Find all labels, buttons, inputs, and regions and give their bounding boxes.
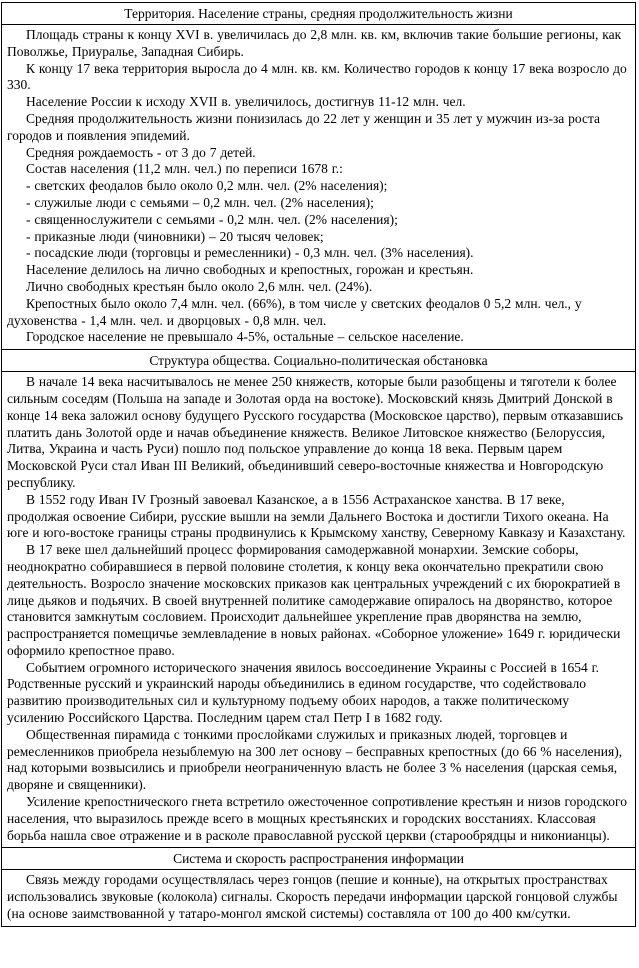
section-body (2, 372, 635, 848)
paragraph: Крепостных было около 7,4 млн. чел. (66%), в том числе у светских феодалов 0 5,2 млн. чел., у духовенства - 1,4 млн. чел. и дворцовых - 0,8 млн. чел. (7, 295, 582, 328)
paragraph: В начале 14 века насчитывалось не менее 250 княжеств, которые были разобщены и тяготели к более сильным соседям (Польша на западе и Золотая орда на востоке). Московский князь Дмитрий Донской в конце 14 века заложил основу будущего Русского государства (Московское царство), первым отказавшись платить дань Золотой орде и начав объединение княжеств. Великое Литовское княжество (Белоруссия, Литва, Украина и часть Руси) пошло под польское управление до конца 18 века. Первым царем Московской Руси стал Иван III Великий, объединивший северо-восточные княжества и Новгородскую республику. (7, 374, 624, 490)
section-title: Структура общества. Социально-политическая обстановка (2, 350, 635, 372)
paragraph: Лично свободных крестьян было около 2,6 млн. чел. (24%). (26, 278, 373, 294)
paragraph: В 1552 году Иван IV Грозный завоевал Казанское, а в 1556 Астраханское ханства. В 17 веке, продолжая освоение Сибири, русские вышли на земли Дальнего Востока и достигли Тихого океана. На юге и юго-востоке границы страны продвинулись к Крымскому ханству, Северному Кавказу и Казахстану. (7, 491, 626, 541)
paragraph: Связь между городами осуществлялась через гонцов (пешие и конные), на открытых пространствах использовались звуковые (колокола) сигналы. Скорость передачи информации царской гонцовой службы (на основе заимствованной у татаро-монгол ямской системы) составляла от 100 до 400 км/сутки. (7, 872, 618, 922)
document-section (2, 350, 635, 848)
paragraph: Средняя рождаемость - от 3 до 7 детей. (26, 144, 256, 160)
paragraph: - священнослужители с семьями - 0,2 млн. чел. (2% населения); (26, 211, 398, 227)
paragraph: Усиление крепостнического гнета встретило ожесточенное сопротивление крестьян и низов городского населения, что выразилось прежде всего в мощных крестьянских и городских восстаниях. Классовая борьба нашла свое отражение и в расколе православной русской церкви (старообрядцы и никонианцы). (7, 794, 627, 843)
paragraph: Население делилось на лично свободных и крепостных, горожан и крестьян. (26, 262, 474, 278)
paragraph: Площадь страны к концу XVI в. увеличилась до 2,8 млн. кв. км, включив такие большие регионы, как Поволжье, Приуралье, Западная Сибирь. (7, 27, 622, 59)
section-body (2, 870, 635, 925)
document-section (2, 3, 635, 350)
section-body (2, 25, 635, 350)
document-table (1, 2, 636, 927)
paragraph: Событием огромного исторического значения явилось воссоединение Украины с Россией в 1654 г. Родственные русский и украинский народы объединились в едином государстве, что содействовало развитию производительных сил и культурному подъему обоих народов, а также политическому усилению Российского Царства. Последним царем стал Петр I в 1682 году. (7, 659, 600, 726)
paragraph: Общественная пирамида с тонкими прослойками служилых и приказных людей, торговцев и ремесленников приобрела незыблемую на 300 лет основу – бесправных крепостных (до 66 % населения), над которыми возвысились и приобрели неограниченную власть не более 3 % населения (царская семья, дворяне и священники). (7, 726, 623, 793)
paragraph: - посадские люди (торговцы и ремесленники) - 0,3 млн. чел. (3% населения). (26, 245, 474, 261)
paragraph: Средняя продолжительность жизни понизилась до 22 лет у женщин и 35 лет у мужчин из-за роста городов и появления эпидемий. (7, 110, 601, 143)
paragraph: - приказные люди (чиновники) – 20 тысяч человек; (26, 228, 324, 244)
document-section (2, 848, 635, 925)
paragraph: В 17 веке шел дальнейший процесс формирования самодержавной монархии. Земские соборы, неоднократно собиравшиеся в первой половине столетия, к концу века окончательно прекратили свою деятельность. Возросло значение московских приказов как центральных учреждений с их бюрократией в лице дьяков и подьячих. В своей внутренней политике самодержавие опиралось на дворянство, которое становится замкнутым сословием. Происходит дальнейшее укрепление прав дворянства на землю, распространяется помещичье землевладение в новых районах. «Соборное уложение» 1649 г. юридически оформило крепостное право. (7, 542, 621, 658)
paragraph: К концу 17 века территория выросла до 4 млн. кв. км. Количество городов к концу 17 века возросло до 330. (7, 60, 627, 93)
section-title: Система и скорость распространения информации (2, 848, 635, 870)
section-title: Территория. Население страны, средняя продолжительность жизни (2, 3, 635, 25)
paragraph: - служилые люди с семьями – 0,2 млн. чел. (2% населения); (26, 194, 374, 210)
paragraph: Население России к исходу XVII в. увеличилось, достигнув 11-12 млн. чел. (26, 94, 466, 110)
paragraph: Городское население не превышало 4-5%, остальные – сельское население. (26, 329, 464, 345)
paragraph: Состав населения (11,2 млн. чел.) по переписи 1678 г.: (26, 161, 343, 177)
paragraph: - светских феодалов было около 0,2 млн. чел. (2% населения); (26, 178, 388, 194)
